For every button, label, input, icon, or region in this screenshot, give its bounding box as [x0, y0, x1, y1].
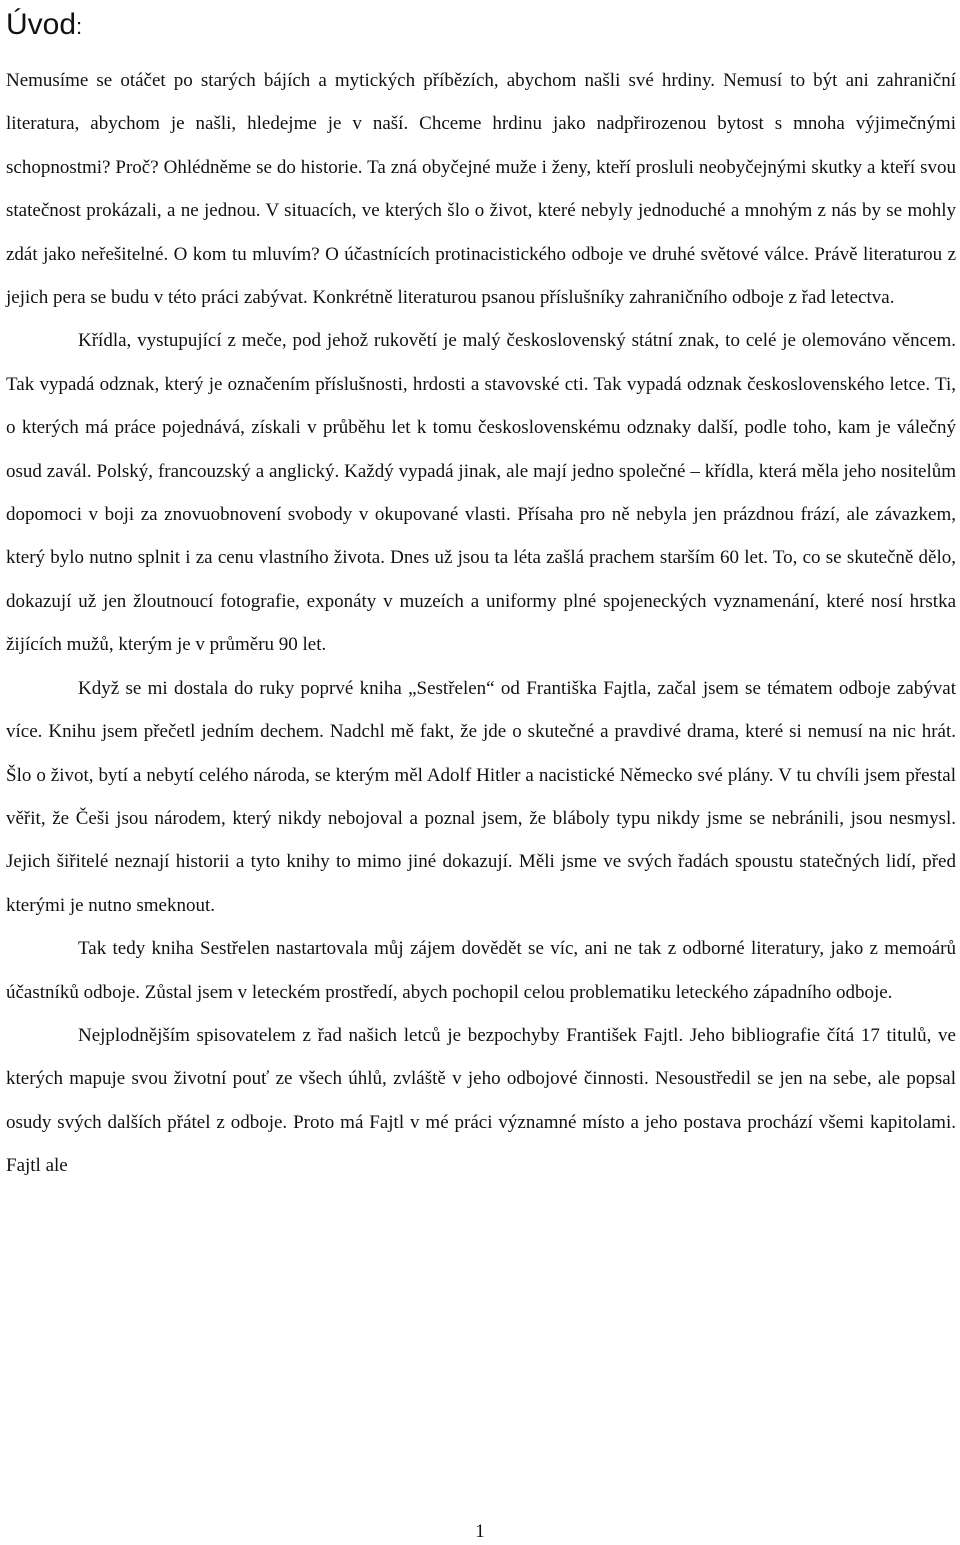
- paragraph-interest: Tak tedy kniha Sestřelen nastartovala můj zájem dovědět se víc, ani ne tak z odborné literatury, jako z memoárů účastníků odboje. Zůstal jsem v leteckém prostředí, abych pochopil celou problematiku leteckého západního odboje.: [6, 938, 956, 1003]
- page-title-text: Úvod: [6, 8, 77, 41]
- paragraph-fajtl: Nejplodnějším spisovatelem z řad našich letců je bezpochyby František Fajtl. Jeho bibliografie čítá 17 titulů, ve kterých mapuje svou životní pouť ze všech úhlů, zvláště v jeho odbojové činnosti. Nesoustředil se jen na sebe, ale popsal osudy svých dalších přátel z odboje. Proto má Fajtl v mé práci významné místo a jeho postava prochází všemi kapitolami. Fajtl ale: [6, 1024, 956, 1177]
- page-title: [6, 0, 956, 50]
- paragraph-wings-badge: Křídla, vystupující z meče, pod jehož rukovětí je malý československý státní znak, to celé je olemováno věncem. Tak vypadá odznak, který je označením příslušnosti, hrdosti a stavovské cti. Tak vypadá odznak československého letce. Ti, o kterých má práce pojednává, získali v průběhu let k tomu československému odznaky další, podle toho, kam je válečný osud zavál. Polský, francouzský a anglický. Každý vypadá jinak, ale mají jedno společné – křídla, která měla jeho nositelům dopomoci v boji za znovuobnovení svobody v okupované vlasti. Přísaha pro ně nebyla jen prázdnou frází, ale závazkem, který bylo nutno splnit i za cenu vlastního života. Dnes už jsou ta léta zašlá prachem starším 60 let. To, co se skutečně dělo, dokazují už jen žloutnoucí fotografie, exponáty v muzeích a uniformy plné spojeneckých vyznamenání, které nosí hrstka žijících mužů, kterým je v průměru 90 let.: [6, 330, 956, 656]
- paragraph-intro: Nemusíme se otáčet po starých bájích a mytických příbězích, abychom našli své hrdiny. Nemusí to být ani zahraniční literatura, abychom je našli, hledejme je v naší. Chceme hrdinu jako nadpřirozenou bytost s mnoha výjimečnými schopnostmi? Proč? Ohlédněme se do historie. Ta zná obyčejné muže i ženy, kteří prosluli neobyčejnými skutky a kteří svou statečnost prokázali, a ne jednou. V situacích, ve kterých šlo o život, které nebyly jednoduché a mnohým z nás by se mohly zdát jako neřešitelné. O kom tu mluvím? O účastnících protinacistického odboje ve druhé světové válce. Právě literaturou z jejich pera se budu v této práci zabývat. Konkrétně literaturou psanou příslušníky zahraničního odboje z řad letectva.: [6, 70, 956, 309]
- page-title-colon: :: [76, 14, 83, 39]
- body-text: [6, 59, 956, 1188]
- page-number: 1: [475, 1521, 485, 1542]
- paragraph-sestrelen: Když se mi dostala do ruky poprvé kniha „Sestřelen“ od Františka Fajtla, začal jsem se tématem odboje zabývat více. Knihu jsem přečetl jedním dechem. Nadchl mě fakt, že jde o skutečné a pravdivé drama, které si nemusí na nic hrát. Šlo o život, bytí a nebytí celého národa, se kterým měl Adolf Hitler a nacistické Německo své plány. V tu chvíli jsem přestal věřit, že Češi jsou národem, který nikdy nebojoval a poznal jsem, že bláboly typu nikdy jsme se nebránili, jsou nesmysl. Jejich šiřitelé neznají historii a tyto knihy to mimo jiné dokazují. Měli jsme ve svých řadách spoustu statečných lidí, před kterými je nutno smeknout.: [6, 677, 956, 916]
